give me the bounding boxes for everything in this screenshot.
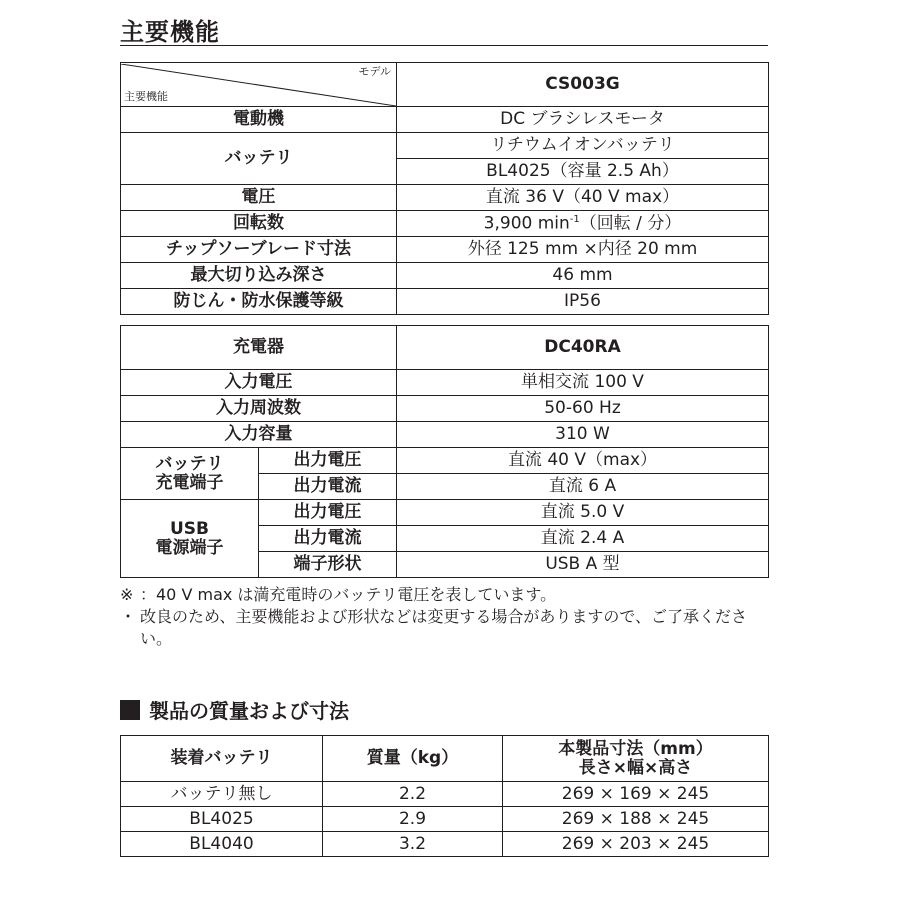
dimensions-cell: 269 × 203 × 245 xyxy=(503,832,769,857)
charger-spec-label: 出力電流 xyxy=(259,526,397,552)
charger-spec-value: 直流 40 V（max） xyxy=(397,448,769,474)
spec-value: 外径 125 mm ×内径 20 mm xyxy=(397,237,769,263)
notes xyxy=(120,584,770,650)
charger-spec-value: 直流 5.0 V xyxy=(397,500,769,526)
charger-spec-label: 入力電圧 xyxy=(121,370,397,396)
note-text: 改良のため、主要機能および形状などは変更する場合がありますので、ご了承ください。 xyxy=(140,607,748,648)
weight-table xyxy=(120,735,769,857)
usb-terminal-line1: USB xyxy=(169,518,209,539)
spec-row xyxy=(121,263,769,289)
spec-label: 防じん・防水保護等級 xyxy=(121,289,397,315)
charger-row xyxy=(121,396,769,422)
mass-cell: 2.9 xyxy=(323,807,503,832)
weight-row xyxy=(121,782,769,807)
spec-value: IP56 xyxy=(397,289,769,315)
spec-value: リチウムイオンバッテリ xyxy=(397,133,769,159)
note-mark: ・ xyxy=(120,607,137,626)
spec-row xyxy=(121,237,769,263)
dimensions-header-line2: 長さ×幅×高さ xyxy=(578,757,693,778)
spec-label: 最大切り込み深さ xyxy=(121,263,397,289)
battery-cell: BL4040 xyxy=(121,832,323,857)
mass-cell: 2.2 xyxy=(323,782,503,807)
battery-cell: バッテリ無し xyxy=(121,782,323,807)
spec-value: 46 mm xyxy=(397,263,769,289)
charger-spec-label: 端子形状 xyxy=(259,552,397,578)
charger-table xyxy=(120,325,769,578)
rpm-exponent: -1 xyxy=(569,213,580,225)
charger-spec-label: 出力電流 xyxy=(259,474,397,500)
charger-row xyxy=(121,500,769,526)
spec-row xyxy=(121,185,769,211)
battery-terminal-label xyxy=(121,448,259,500)
charger-spec-value: USB A 型 xyxy=(397,552,769,578)
charger-header-row xyxy=(121,326,769,370)
charger-spec-value: 単相交流 100 V xyxy=(397,370,769,396)
note-text: ：40 V max は満充電時のバッテリ電圧を表しています。 xyxy=(140,585,557,604)
spec-value: 直流 36 V（40 V max） xyxy=(397,185,769,211)
page-title: 主要機能 xyxy=(120,18,220,46)
dimensions-cell: 269 × 188 × 245 xyxy=(503,807,769,832)
battery-terminal-line1: バッテリ xyxy=(155,453,224,474)
spec-value: BL4025（容量 2.5 Ah） xyxy=(397,159,769,185)
mass-column-header: 質量（kg） xyxy=(323,736,503,782)
charger-label: 充電器 xyxy=(121,326,397,370)
note-mark: ※ xyxy=(120,585,134,604)
note-item xyxy=(120,606,770,650)
rpm-value: 3,900 min xyxy=(483,213,570,234)
spec-row xyxy=(121,133,769,159)
usb-terminal-line2: 電源端子 xyxy=(155,537,224,558)
charger-spec-label: 出力電圧 xyxy=(259,448,397,474)
weight-section-title: 製品の質量および寸法 xyxy=(149,699,349,723)
charger-spec-label: 入力容量 xyxy=(121,422,397,448)
spec-corner-cell xyxy=(121,63,397,107)
spec-row xyxy=(121,107,769,133)
battery-cell: BL4025 xyxy=(121,807,323,832)
rpm-unit: （回転 / 分） xyxy=(579,213,682,234)
spec-table xyxy=(120,62,769,315)
dimensions-cell: 269 × 169 × 245 xyxy=(503,782,769,807)
dimensions-header-line1: 本製品寸法（mm） xyxy=(558,738,713,759)
note-item xyxy=(120,584,770,606)
weight-section-heading xyxy=(120,695,349,724)
title-divider xyxy=(120,45,768,46)
charger-spec-label: 入力周波数 xyxy=(121,396,397,422)
charger-spec-value: 310 W xyxy=(397,422,769,448)
charger-spec-value: 直流 6 A xyxy=(397,474,769,500)
spec-row xyxy=(121,289,769,315)
charger-row xyxy=(121,422,769,448)
weight-header-row xyxy=(121,736,769,782)
spec-value: DC ブラシレスモータ xyxy=(397,107,769,133)
mass-cell: 3.2 xyxy=(323,832,503,857)
charger-spec-value: 50-60 Hz xyxy=(397,396,769,422)
spec-label: 電動機 xyxy=(121,107,397,133)
dimensions-column-header xyxy=(503,736,769,782)
square-bullet-icon xyxy=(120,700,140,720)
corner-model-label: モデル xyxy=(358,64,391,78)
weight-row xyxy=(121,807,769,832)
weight-row xyxy=(121,832,769,857)
spec-row xyxy=(121,211,769,237)
charger-model: DC40RA xyxy=(397,326,769,370)
spec-value xyxy=(397,211,769,237)
spec-header-row xyxy=(121,63,769,107)
spec-label: 電圧 xyxy=(121,185,397,211)
charger-row xyxy=(121,448,769,474)
spec-label: バッテリ xyxy=(121,133,397,185)
battery-terminal-line2: 充電端子 xyxy=(155,472,224,493)
charger-row xyxy=(121,370,769,396)
corner-function-label: 主要機能 xyxy=(124,90,168,104)
charger-spec-label: 出力電圧 xyxy=(259,500,397,526)
model-number: CS003G xyxy=(397,63,769,107)
spec-label: 回転数 xyxy=(121,211,397,237)
battery-column-header: 装着バッテリ xyxy=(121,736,323,782)
usb-terminal-label xyxy=(121,500,259,578)
charger-spec-value: 直流 2.4 A xyxy=(397,526,769,552)
spec-label: チップソーブレード寸法 xyxy=(121,237,397,263)
